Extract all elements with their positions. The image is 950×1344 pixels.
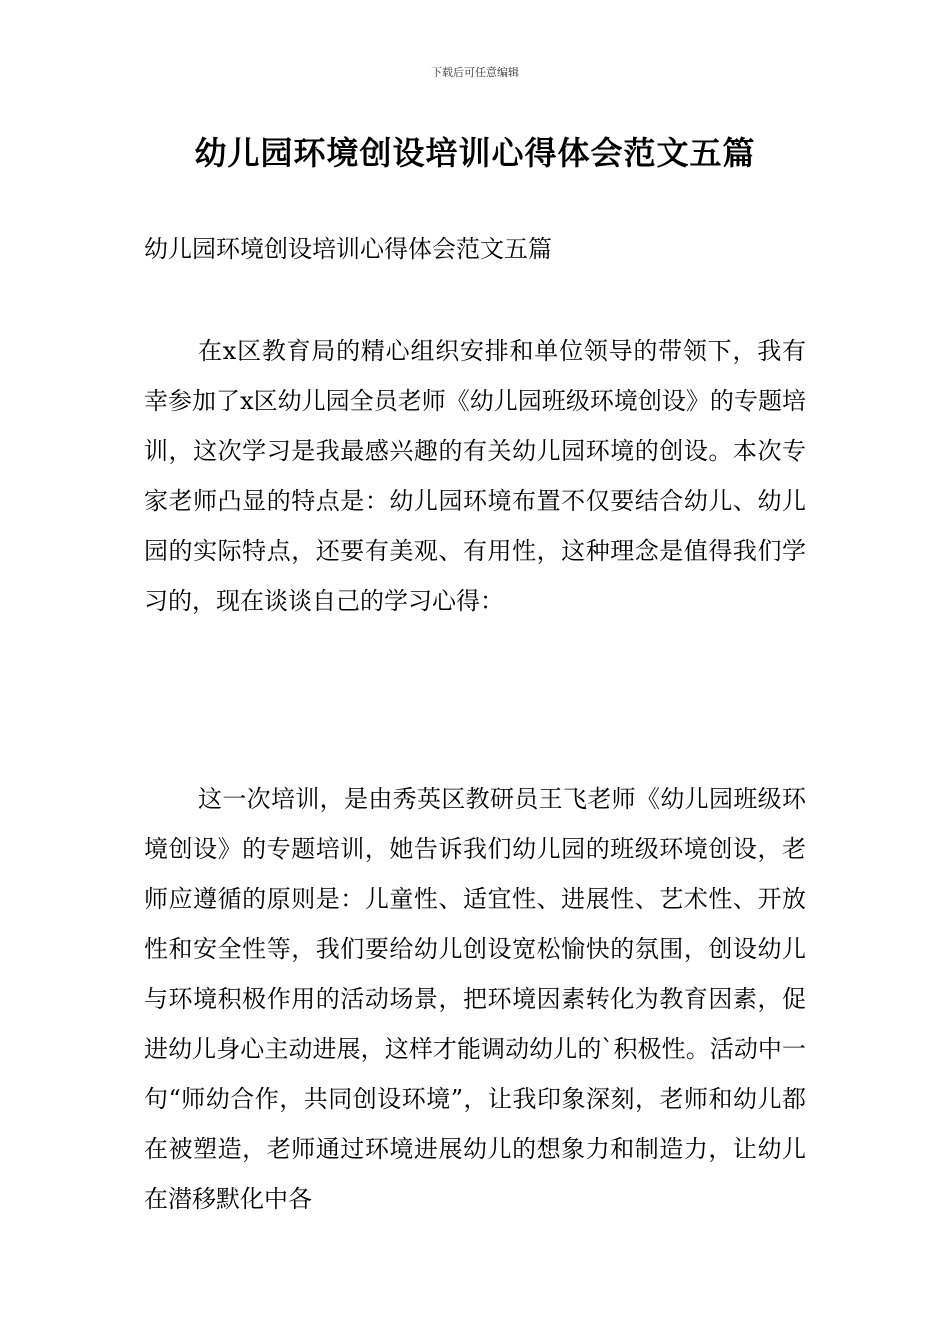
body-paragraph-2: 这一次培训，是由秀英区教研员王飞老师《幼儿园班级环境创设》的专题培训，她告诉我们幼儿园的班级环境创设，老师应遵循的原则是：儿童性、适宜性、进展性、艺术性、开放性和安全性等，我们要给幼儿创设宽松愉快的氛围，创设幼儿与环境积极作用的活动场景，把环境因素转化为教育因素，促进幼儿身心主动进展，这样才能调动幼儿的`积极性。活动中一句“师幼合作，共同创设环境”，让我印象深刻，老师和幼儿都在被塑造，老师通过环境进展幼儿的想象力和制造力，让幼儿在潜移默化中各	[144, 785, 806, 1213]
body-paragraph-1: 在x区教育局的精心组织安排和单位领导的带领下，我有幸参加了x区幼儿园全员老师《幼儿园班级环境创设》的专题培训，这次学习是我最感兴趣的有关幼儿园环境的创设。本次专家老师凸显的特点是：幼儿园环境布置不仅要结合幼儿、幼儿园的实际特点，还要有美观、有用性，这种理念是值得我们学习的，现在谈谈自己的学习心得：	[144, 337, 806, 615]
document-title: 幼儿园环境创设培训心得体会范文五篇	[194, 134, 756, 172]
header-note: 下载后可任意编辑	[431, 66, 519, 79]
document-subtitle: 幼儿园环境创设培训心得体会范文五篇	[144, 235, 552, 263]
